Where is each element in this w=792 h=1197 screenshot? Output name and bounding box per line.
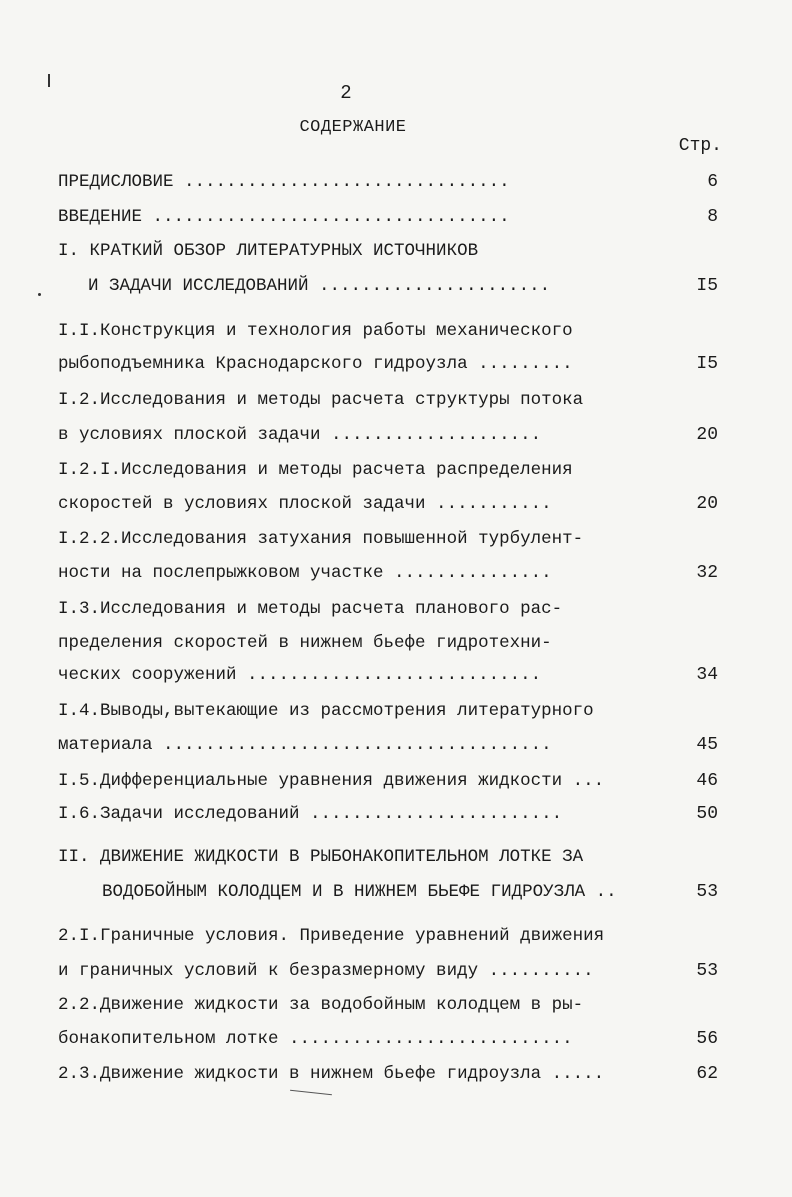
toc-entry: скоростей в условиях плоской задачи ........... (58, 494, 552, 514)
toc-entry: ческих сооружений ............................ (58, 665, 542, 685)
toc-entry: ВВЕДЕНИЕ .................................. (58, 207, 510, 227)
toc-page-number: I5 (696, 276, 718, 296)
toc-entry: материала ..................................... (58, 735, 552, 755)
toc-entry: в условиях плоской задачи .................... (58, 425, 542, 445)
toc-page-number: 46 (696, 771, 718, 791)
toc-page-number: 62 (696, 1064, 718, 1084)
toc-page-number: 53 (696, 882, 718, 902)
toc-entry: I.6.Задачи исследований ........................ (58, 804, 563, 824)
toc-page-number: 32 (696, 563, 718, 583)
toc-entry: I.I.Конструкция и технология работы механического (58, 321, 573, 341)
toc-entry: и граничных условий к безразмерному виду .......... (58, 961, 594, 981)
toc-entry: бонакопительном лотке ........................... (58, 1029, 573, 1049)
toc-entry: рыбоподъемника Краснодарского гидроузла ......... (58, 354, 573, 374)
toc-entry: I.5.Дифференциальные уравнения движения жидкости ... (58, 771, 605, 791)
scan-dot-mark (38, 293, 41, 296)
toc-entry: 2.2.Движение жидкости за водобойным колодцем в ры- (58, 995, 584, 1015)
toc-entry: I.2.I.Исследования и методы расчета распределения (58, 460, 573, 480)
toc-page-number: 20 (696, 494, 718, 514)
toc-entry: 2.I.Граничные условия. Приведение уравнений движения (58, 926, 605, 946)
toc-entry: 2.3.Движение жидкости в нижнем бьефе гидроузла ..... (58, 1064, 605, 1084)
toc-entry: И ЗАДАЧИ ИССЛЕДОВАНИЙ ...................... (88, 276, 551, 296)
toc-entry: пределения скоростей в нижнем бьефе гидротехни- (58, 633, 552, 653)
toc-page-number: 45 (696, 735, 718, 755)
toc-entry: ности на послепрыжковом участке ............... (58, 563, 552, 583)
toc-entry: ВОДОБОЙНЫМ КОЛОДЦЕМ И В НИЖНЕМ БЬЕФЕ ГИДРОУЗЛА .. (102, 882, 617, 902)
toc-page-number: 34 (696, 665, 718, 685)
toc-entry: II. ДВИЖЕНИЕ ЖИДКОСТИ В РЫБОНАКОПИТЕЛЬНОМ ЛОТКЕ ЗА (58, 847, 584, 867)
toc-entry: I.2.2.Исследования затухания повышенной турбулент- (58, 529, 584, 549)
toc-page-number: 50 (696, 804, 718, 824)
toc-page-number: 8 (707, 207, 718, 227)
toc-entry: I.3.Исследования и методы расчета планового рас- (58, 599, 563, 619)
page-column-label: Стр. (678, 136, 722, 156)
toc-page-number: 6 (707, 172, 718, 192)
toc-entry: I. КРАТКИЙ ОБЗОР ЛИТЕРАТУРНЫХ ИСТОЧНИКОВ (58, 241, 479, 261)
toc-page-number: 20 (696, 425, 718, 445)
toc-entry: I.4.Выводы,вытекающие из рассмотрения литературного (58, 701, 594, 721)
toc-entry: ПРЕДИСЛОВИЕ ............................... (58, 172, 510, 192)
toc-page-number: 56 (696, 1029, 718, 1049)
toc-heading: СОДЕРЖАНИЕ (299, 118, 407, 137)
toc-page-number: I5 (696, 354, 718, 374)
scan-pen-stroke (290, 1090, 332, 1095)
toc-page-number: 53 (696, 961, 718, 981)
toc-entry: I.2.Исследования и методы расчета структуры потока (58, 390, 584, 410)
page-number: 2 (340, 82, 352, 104)
